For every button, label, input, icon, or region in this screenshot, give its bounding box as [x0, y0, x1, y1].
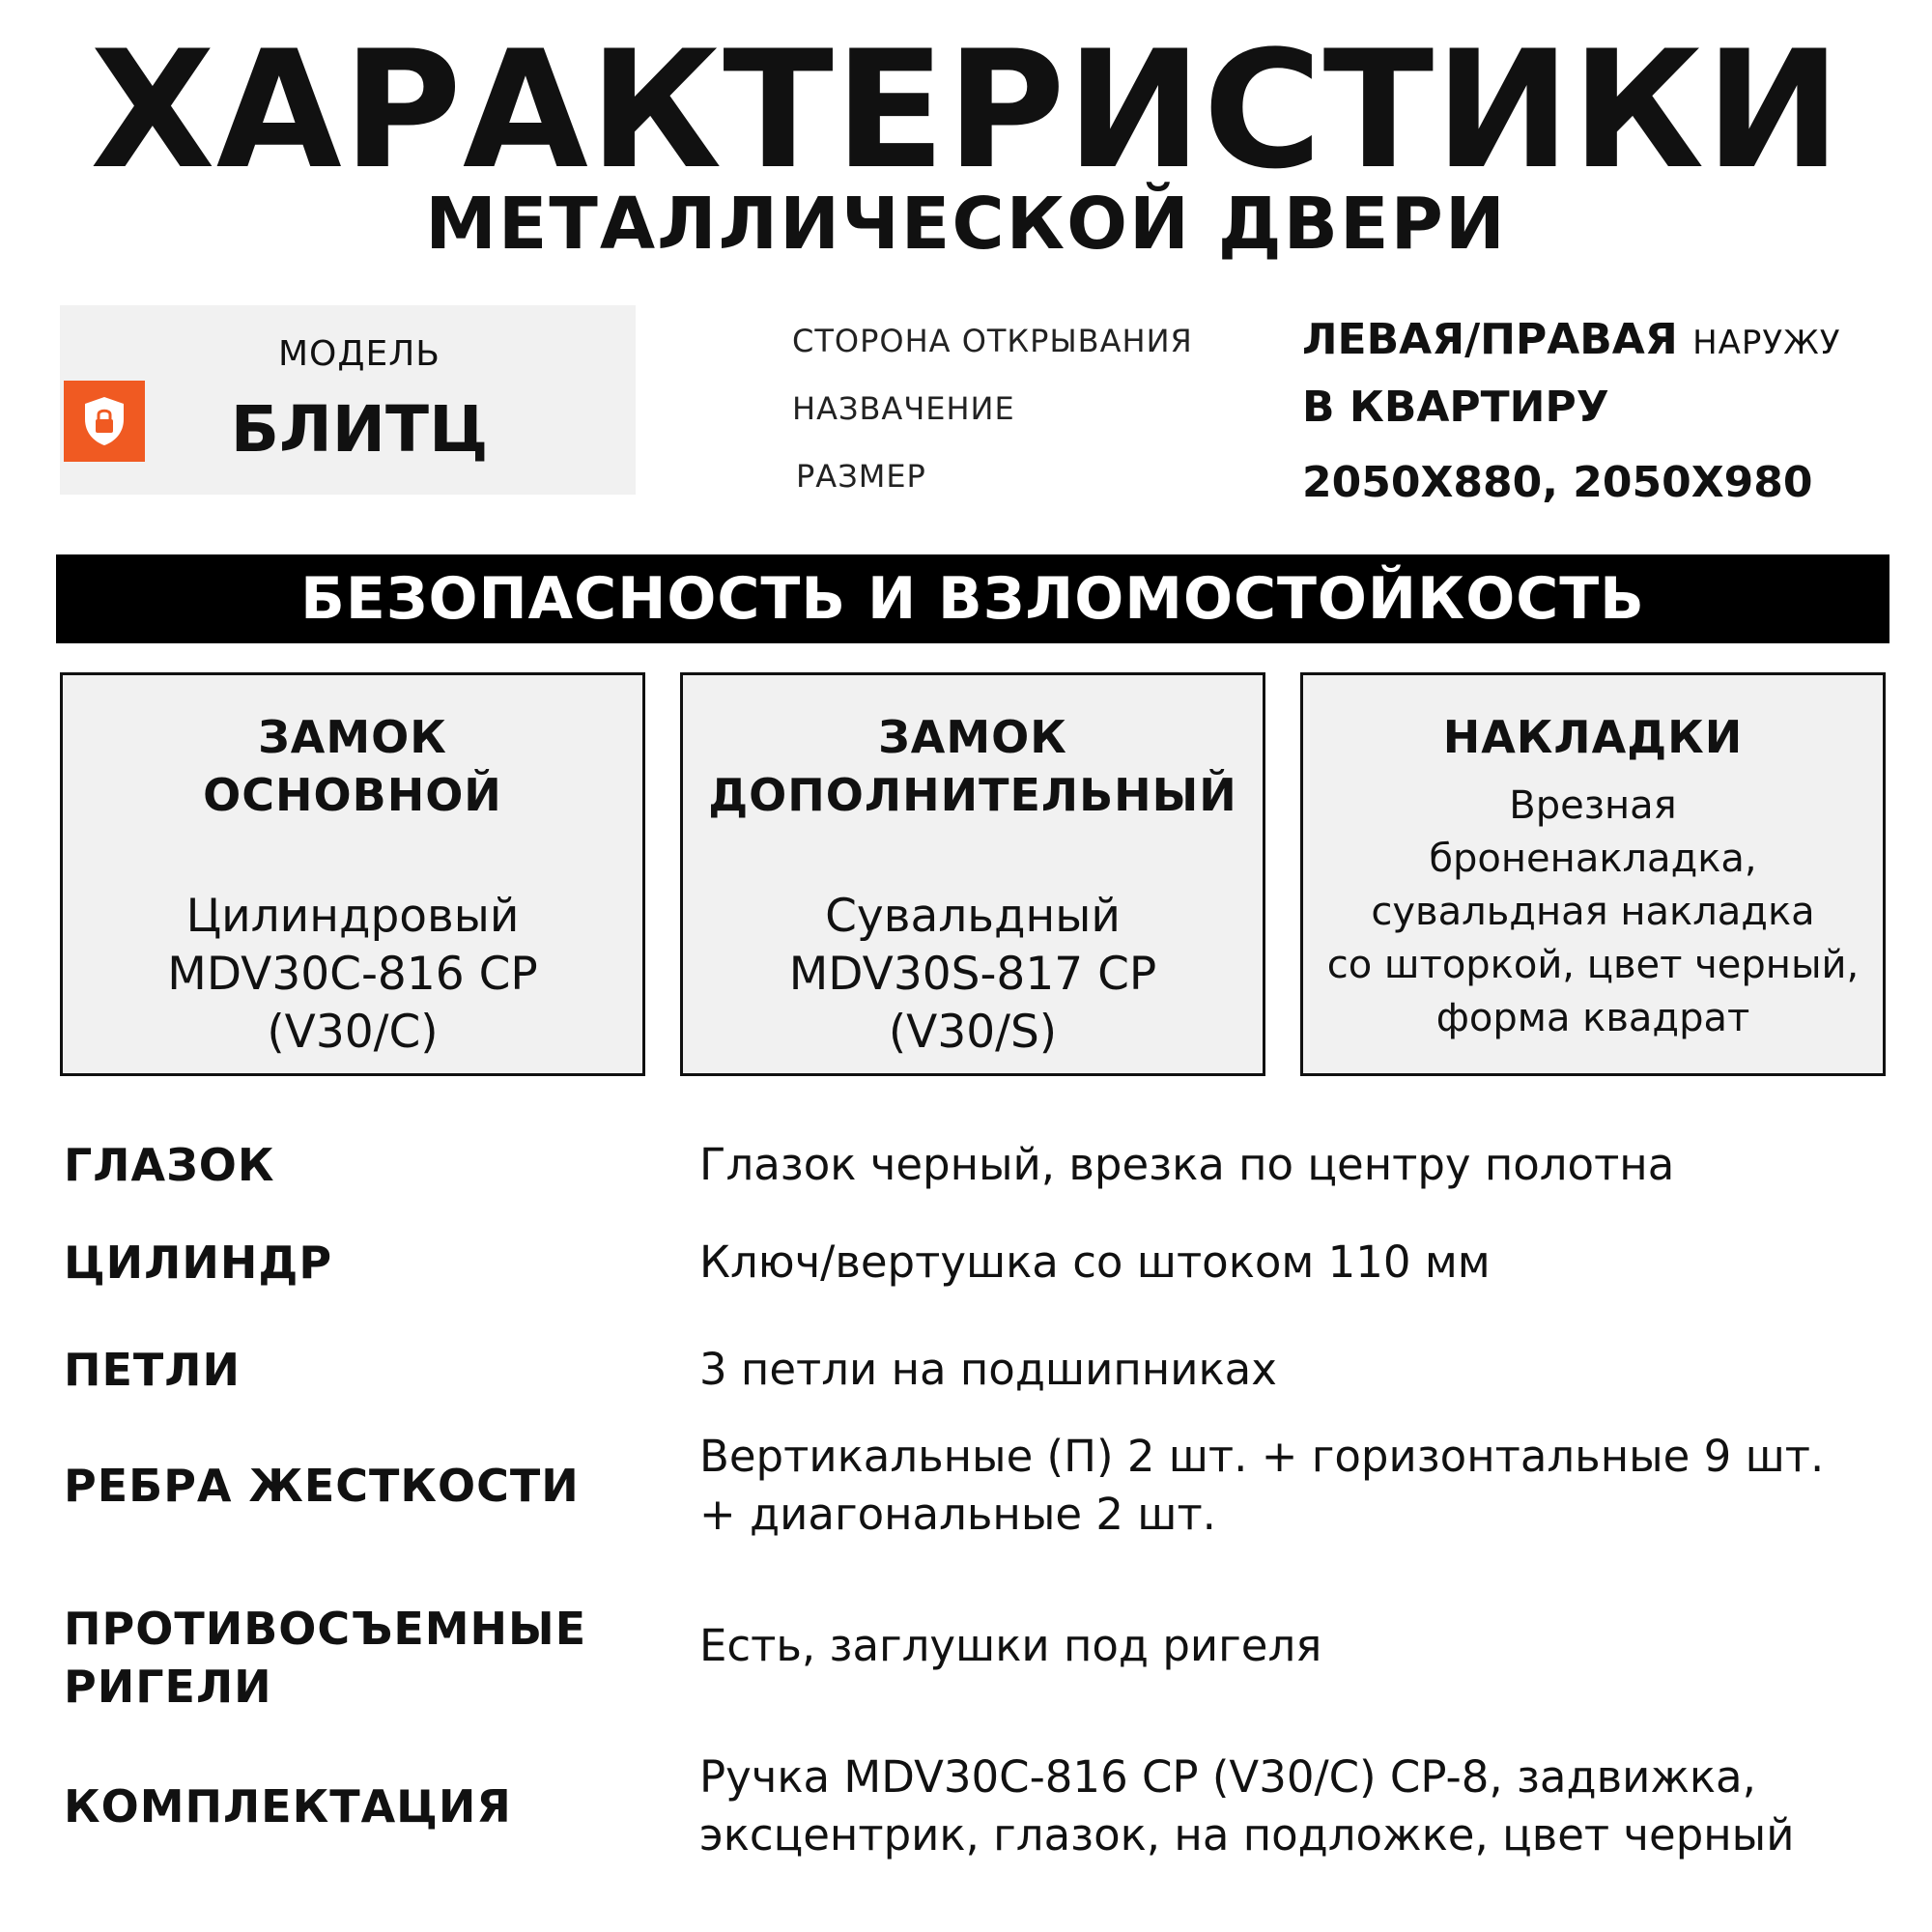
row-label-hinges: ПЕТЛИ — [64, 1344, 242, 1396]
spec-value-opening-side — [1302, 315, 1840, 364]
row-value-anti-removal-bolts: Есть, заглушки под ригеля — [699, 1620, 1322, 1671]
row-label-ribs: РЕБРА ЖЕСТКОСТИ — [64, 1460, 580, 1512]
spec-value-size: 2050Х880, 2050Х980 — [1302, 458, 1813, 507]
card-overlays-desc-line3: сувальдная накладка — [1371, 890, 1815, 934]
row-label-anti-removal-line2: РИГЕЛИ — [64, 1661, 272, 1713]
page-subtitle: МЕТАЛЛИЧЕСКОЙ ДВЕРИ — [425, 183, 1507, 266]
card-overlays-desc-line2: броненакладка, — [1429, 837, 1757, 881]
card-main-lock-desc-line2: MDV30C-816 CP — [167, 948, 538, 1001]
spec-value-purpose: В КВАРТИРУ — [1302, 383, 1609, 432]
card-main-lock-title-line1: ЗАМОК — [258, 711, 447, 763]
card-overlays — [1300, 672, 1886, 1076]
card-extra-lock-desc-line1: Сувальдный — [825, 890, 1121, 943]
card-overlays-desc-line4: со шторкой, цвет черный, — [1326, 943, 1860, 987]
card-overlays-title: НАКЛАДКИ — [1442, 711, 1744, 763]
card-main-lock-desc-line3: (V30/C) — [267, 1006, 439, 1059]
row-label-cylinder: ЦИЛИНДР — [64, 1236, 333, 1289]
row-value-cylinder: Ключ/вертушка со штоком 110 мм — [699, 1236, 1491, 1288]
page-title: ХАРАКТЕРИСТИКИ — [90, 15, 1842, 205]
spec-value-opening-side-suffix: НАРУЖУ — [1692, 324, 1841, 362]
card-main-lock-desc-line1: Цилиндровый — [185, 890, 520, 943]
card-extra-lock-title — [683, 708, 1263, 824]
card-extra-lock-desc-line2: MDV30S-817 CP — [788, 948, 1157, 1001]
card-extra-lock — [680, 672, 1265, 1076]
section-title-security: БЕЗОПАСНОСТЬ И ВЗЛОМОСТОЙКОСТЬ — [56, 554, 1889, 643]
card-main-lock — [60, 672, 645, 1076]
spec-label-opening-side: СТОРОНА ОТКРЫВАНИЯ — [792, 323, 1193, 359]
model-card — [60, 305, 636, 495]
row-value-ribs — [699, 1428, 1907, 1544]
card-extra-lock-desc-line3: (V30/S) — [888, 1006, 1058, 1059]
card-main-lock-title-line2: ОСНОВНОЙ — [203, 769, 502, 821]
row-value-equipment — [699, 1748, 1907, 1864]
spec-value-opening-side-main: ЛЕВАЯ/ПРАВАЯ — [1302, 315, 1678, 364]
row-value-equipment-line1: Ручка MDV30C-816 CP (V30/C) CP-8, задвижка, — [699, 1751, 1756, 1803]
card-main-lock-title — [63, 708, 642, 824]
row-value-hinges: 3 петли на подшипниках — [699, 1344, 1277, 1395]
card-extra-lock-description — [683, 888, 1263, 1062]
card-overlays-description — [1303, 780, 1883, 1045]
model-value: БЛИТЦ — [230, 392, 489, 467]
row-value-peephole: Глазок черный, врезка по центру полотна — [699, 1139, 1675, 1190]
row-value-ribs-line2: + диагональные 2 шт. — [699, 1489, 1216, 1540]
card-main-lock-description — [63, 888, 642, 1062]
row-value-equipment-line2: эксцентрик, глазок, на подложке, цвет черный — [699, 1809, 1795, 1861]
row-label-anti-removal-bolts — [64, 1600, 586, 1716]
spec-label-purpose: НАЗВАЧЕНИЕ — [792, 390, 1015, 427]
row-label-peephole: ГЛАЗОК — [64, 1139, 275, 1191]
card-extra-lock-title-line1: ЗАМОК — [878, 711, 1067, 763]
row-label-equipment: КОМПЛЕКТАЦИЯ — [64, 1780, 512, 1833]
row-label-anti-removal-line1: ПРОТИВОСЪЕМНЫЕ — [64, 1603, 587, 1655]
card-extra-lock-title-line2: ДОПОЛНИТЕЛЬНЫЙ — [708, 769, 1237, 821]
model-label: МОДЕЛЬ — [277, 334, 441, 374]
row-value-ribs-line1: Вертикальные (П) 2 шт. + горизонтальные 9 шт. — [699, 1431, 1825, 1482]
spec-label-size: РАЗМЕР — [796, 458, 926, 495]
card-overlays-desc-line1: Врезная — [1509, 783, 1677, 828]
card-overlays-desc-line5: форма квадрат — [1435, 996, 1750, 1040]
